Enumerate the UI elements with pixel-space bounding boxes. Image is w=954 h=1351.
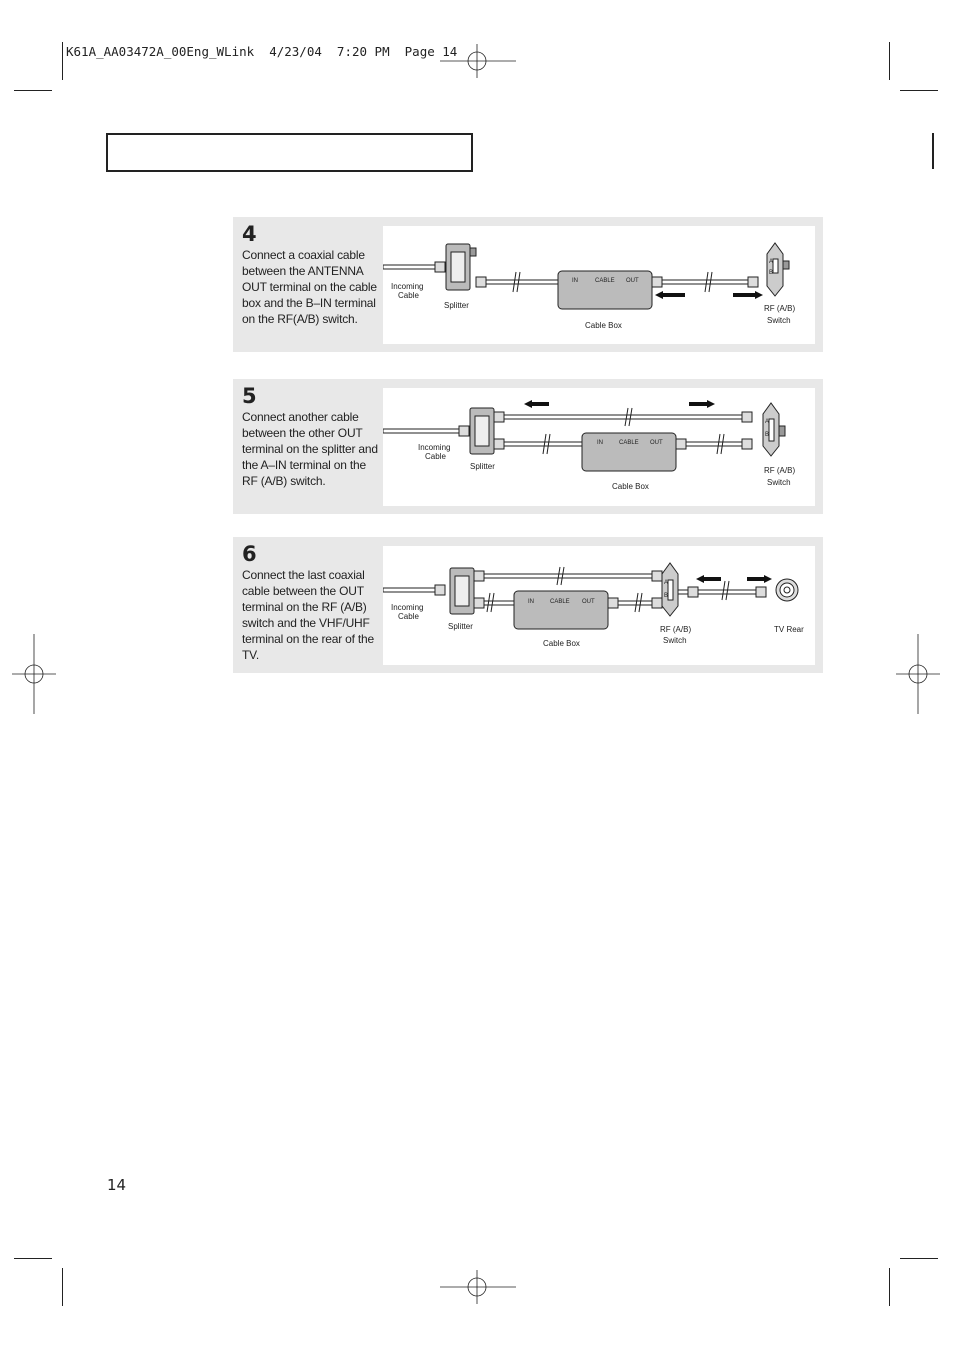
crop-mark <box>900 90 938 91</box>
crop-mark <box>889 42 890 80</box>
box-out-label: OUT <box>626 278 639 284</box>
splitter-label: Splitter <box>444 301 469 310</box>
diagram-svg <box>383 388 815 506</box>
crop-mark <box>932 133 934 169</box>
crop-mark <box>900 1258 938 1259</box>
rf-label: RF (A/B) <box>660 625 692 634</box>
incoming-label-2: Cable <box>398 612 419 621</box>
incoming-label: Incoming <box>418 443 451 452</box>
step-panel-5 <box>233 379 823 514</box>
cablebox-label: Cable Box <box>543 639 580 648</box>
rf-label: RF (A/B) <box>764 304 796 313</box>
registration-mark <box>440 44 516 78</box>
incoming-label-2: Cable <box>398 291 419 300</box>
switch-b-label: B <box>664 593 669 599</box>
cablebox-label: Cable Box <box>585 321 622 330</box>
step-number: 5 <box>242 384 257 408</box>
box-out-label: OUT <box>650 440 663 446</box>
diagram-svg <box>383 546 815 665</box>
box-out-label: OUT <box>582 599 595 605</box>
switch-b-label: B <box>765 432 770 438</box>
step-panel-6 <box>233 537 823 673</box>
incoming-label: Incoming <box>391 282 424 291</box>
splitter-label: Splitter <box>470 462 495 471</box>
step-instructions: Connect a coaxial cable between the ANTENNA OUT terminal on the cable box and the B–IN terminal on the RF(A/B) switch. <box>242 248 377 326</box>
switch-a-label: A <box>769 259 774 265</box>
box-in-label: IN <box>572 278 578 284</box>
box-cable-label: CABLE <box>595 278 615 284</box>
print-slug: K61A_AA03472A_00Eng_WLink 4/23/04 7:20 PM Page 14 <box>66 44 458 59</box>
crop-mark <box>62 42 63 80</box>
switch-a-label: A <box>664 580 669 586</box>
splitter-label: Splitter <box>448 622 473 631</box>
crop-mark <box>889 1268 890 1306</box>
switch-b-label: B <box>769 270 774 276</box>
rf-label-2: Switch <box>767 316 791 325</box>
incoming-label-2: Cable <box>425 452 446 461</box>
rf-label: RF (A/B) <box>764 466 796 475</box>
rf-label-2: Switch <box>663 636 687 645</box>
box-cable-label: CABLE <box>619 440 639 446</box>
section-title-box <box>106 133 473 172</box>
crop-mark <box>62 1268 63 1306</box>
crop-mark <box>14 90 52 91</box>
connection-diagram <box>383 388 815 506</box>
diagram-svg <box>383 226 815 344</box>
rf-label-2: Switch <box>767 478 791 487</box>
crop-mark <box>14 1258 52 1259</box>
box-cable-label: CABLE <box>550 599 570 605</box>
box-in-label: IN <box>528 599 534 605</box>
cablebox-label: Cable Box <box>612 482 649 491</box>
registration-mark <box>12 634 56 714</box>
registration-mark <box>896 634 940 714</box>
step-instructions: Connect the last coaxial cable between the OUT terminal on the RF (A/B) switch and the VHF/UHF terminal on the rear of the TV. <box>242 568 375 662</box>
page-number: 14 <box>107 1176 127 1194</box>
switch-a-label: A <box>765 419 770 425</box>
step-instructions: Connect another cable between the other OUT terminal on the splitter and the A–IN terminal on the RF (A/B) switch. <box>242 410 378 488</box>
registration-mark <box>440 1270 516 1304</box>
connection-diagram <box>383 226 815 344</box>
step-panel-4 <box>233 217 823 352</box>
tv-rear-label: TV Rear <box>774 625 804 634</box>
step-number: 4 <box>242 222 257 246</box>
box-in-label: IN <box>597 440 603 446</box>
connection-diagram <box>383 546 815 665</box>
step-number: 6 <box>242 542 257 566</box>
incoming-label: Incoming <box>391 603 424 612</box>
